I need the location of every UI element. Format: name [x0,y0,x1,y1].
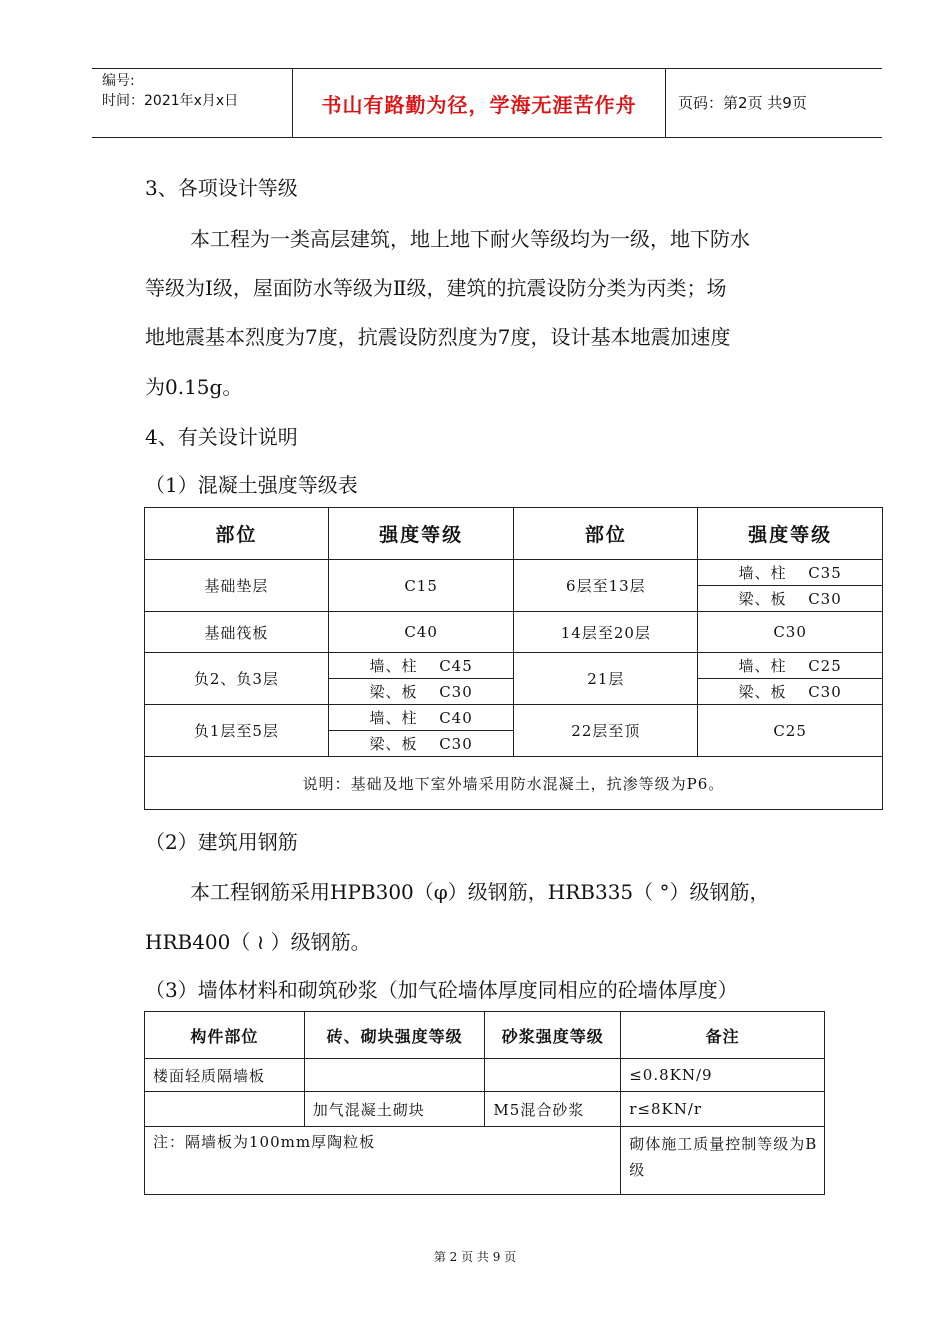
col-header-block-grade: 砖、砌块强度等级 [304,1012,485,1059]
table-note: 说明：基础及地下室外墙采用防水混凝土，抗渗等级为P6。 [145,757,883,810]
section-3-title: 3、各项设计等级 [145,176,298,200]
cell-grade: 墙、柱 C40 [328,705,514,731]
cell-grade: C15 [328,560,514,612]
wall-table-note: 注：隔墙板为100mm厚陶粒板 [145,1127,621,1195]
motto: 书山有路勤为径，学海无涯苦作舟 [321,92,637,117]
cell-part: 基础筏板 [145,612,329,653]
cell-grade: 梁、板 C30 [698,586,883,612]
header-motto-cell [293,69,666,137]
col-header-part: 部位 [145,508,329,560]
cell-remarks: ≤0.8KN/9 [621,1059,825,1092]
cell-part: 6层至13层 [514,560,698,612]
section-3-para-line1: 本工程为一类高层建筑，地上地下耐火等级均为一级，地下防水 [190,227,750,251]
cell-grade: C30 [698,612,883,653]
col-header-mortar-grade: 砂浆强度等级 [485,1012,621,1059]
cell-grade: 墙、柱 C25 [698,653,883,679]
cell-component: 楼面轻质隔墙板 [145,1059,305,1092]
cell-grade: 墙、柱 C45 [328,653,514,679]
page-label: 页码：第2页 共9页 [678,94,807,112]
cell-grade: C40 [328,612,514,653]
time-label: 时间：2021年x月x日 [102,93,239,109]
cell-part: 21层 [514,653,698,705]
col-header-grade: 强度等级 [328,508,514,560]
cell-block-grade: 加气混凝土砌块 [304,1092,485,1127]
section-4-title: 4、有关设计说明 [145,425,298,449]
cell-part: 基础垫层 [145,560,329,612]
page-header [92,68,882,138]
section-3-para-line2: 等级为Ⅰ级，屋面防水等级为Ⅱ级，建筑的抗震设防分类为丙类；场 [145,276,727,300]
cell-grade: C25 [698,705,883,757]
cell-part: 负2、负3层 [145,653,329,705]
subsection-3-title: （3）墙体材料和砌筑砂浆（加气砼墙体厚度同相应的砼墙体厚度） [145,978,738,1002]
cell-part: 14层至20层 [514,612,698,653]
page-footer: 第 2 页 共 9 页 [433,1250,517,1264]
col-header-grade-2: 强度等级 [698,508,883,560]
subsection-1-title: （1）混凝土强度等级表 [145,473,358,497]
col-header-part-2: 部位 [514,508,698,560]
concrete-strength-table [144,507,883,810]
cell-grade: 梁、板 C30 [328,731,514,757]
cell-grade: 梁、板 C30 [328,679,514,705]
section-3-para-line3: 地地震基本烈度为7度，抗震设防烈度为7度，设计基本地震加速度 [145,325,731,349]
wall-material-table [144,1011,825,1195]
wall-table-quality-note: 砌体施工质量控制等级为B级 [621,1127,825,1195]
steel-para-line1: 本工程钢筋采用HPB300（φ）级钢筋，HRB335（ °）级钢筋， [190,880,770,904]
cell-part: 22层至顶 [514,705,698,757]
header-page-cell [666,69,882,137]
cell-block-grade [304,1059,485,1092]
number-label: 编号: [102,73,135,89]
cell-component [145,1092,305,1127]
cell-remarks: r≤8KN/r [621,1092,825,1127]
cell-part: 负1层至5层 [145,705,329,757]
cell-grade: 墙、柱 C35 [698,560,883,586]
section-3-para-line4: 为0.15g。 [145,375,243,399]
steel-para-line2: HRB400（ ≀ ）级钢筋。 [145,930,371,954]
cell-mortar-grade [485,1059,621,1092]
cell-mortar-grade: M5混合砂浆 [485,1092,621,1127]
col-header-remarks: 备注 [621,1012,825,1059]
col-header-component: 构件部位 [145,1012,305,1059]
header-info-cell [92,69,293,137]
cell-grade: 梁、板 C30 [698,679,883,705]
subsection-2-title: （2）建筑用钢筋 [145,830,298,854]
